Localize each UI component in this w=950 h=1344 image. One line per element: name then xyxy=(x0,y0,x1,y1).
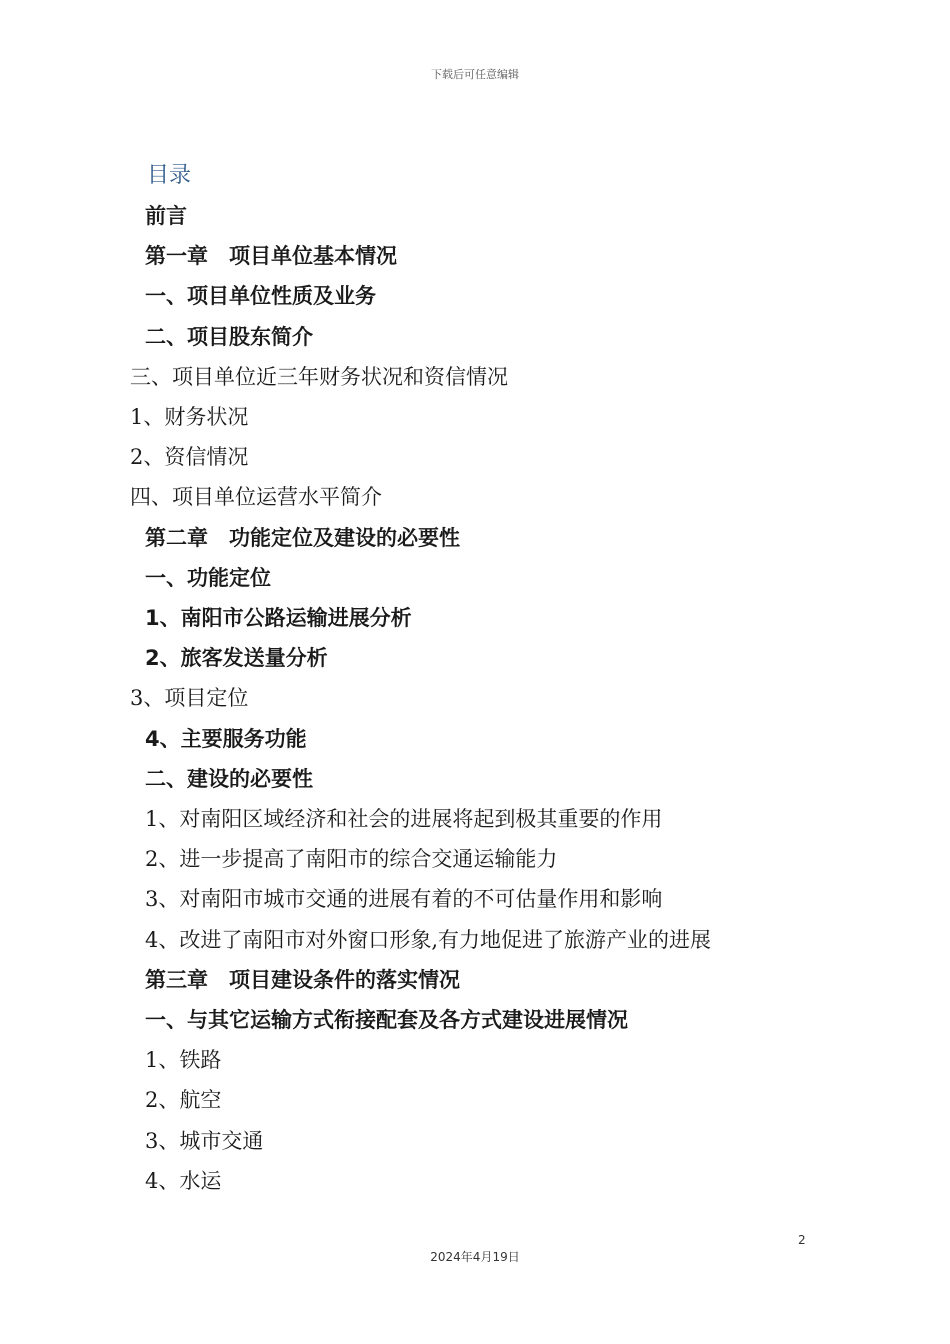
toc-entry: 2、航空 xyxy=(145,1088,222,1113)
toc-entry: 1、铁路 xyxy=(145,1048,222,1073)
toc-entry: 第二章 功能定位及建设的必要性 xyxy=(145,525,460,550)
toc-entry: 一、与其它运输方式衔接配套及各方式建设进展情况 xyxy=(145,1008,628,1032)
toc-entry: 2、进一步提高了南阳市的综合交通运输能力 xyxy=(145,847,558,872)
toc-entry: 2、资信情况 xyxy=(130,445,249,470)
page-header: 下载后可任意编辑 xyxy=(431,68,519,81)
toc-entry: 二、建设的必要性 xyxy=(145,766,313,791)
toc-entry: 3、项目定位 xyxy=(130,686,249,711)
toc-entry: 第三章 项目建设条件的落实情况 xyxy=(145,967,460,992)
toc-entry: 4、水运 xyxy=(145,1168,222,1193)
toc-entry: 四、项目单位运营水平简介 xyxy=(130,485,382,510)
toc-entry: 一、项目单位性质及业务 xyxy=(145,284,376,309)
toc-entry: 2、旅客发送量分析 xyxy=(145,646,328,671)
toc-entry: 前言 xyxy=(145,204,187,228)
toc-entry: 一、功能定位 xyxy=(145,565,271,590)
toc-entry: 二、项目股东简介 xyxy=(145,324,313,349)
toc-title: 目录 xyxy=(147,163,192,188)
toc-entry: 1、南阳市公路运输进展分析 xyxy=(145,606,412,630)
footer-date: 2024年4月19日 xyxy=(430,1250,520,1264)
toc-entry: 4、主要服务功能 xyxy=(145,726,307,751)
toc-entry: 4、改进了南阳市对外窗口形象,有力地促进了旅游产业的进展 xyxy=(145,927,712,952)
page-number: 2 xyxy=(798,1233,806,1247)
toc-entry: 1、财务状况 xyxy=(130,405,249,429)
toc-entry: 第一章 项目单位基本情况 xyxy=(145,244,397,269)
toc-entry: 3、城市交通 xyxy=(145,1128,264,1153)
toc-entry: 三、项目单位近三年财务状况和资信情况 xyxy=(130,364,508,389)
toc-entry: 1、对南阳区域经济和社会的进展将起到极其重要的作用 xyxy=(145,807,663,831)
toc-entry: 3、对南阳市城市交通的进展有着的不可估量作用和影响 xyxy=(145,887,663,912)
